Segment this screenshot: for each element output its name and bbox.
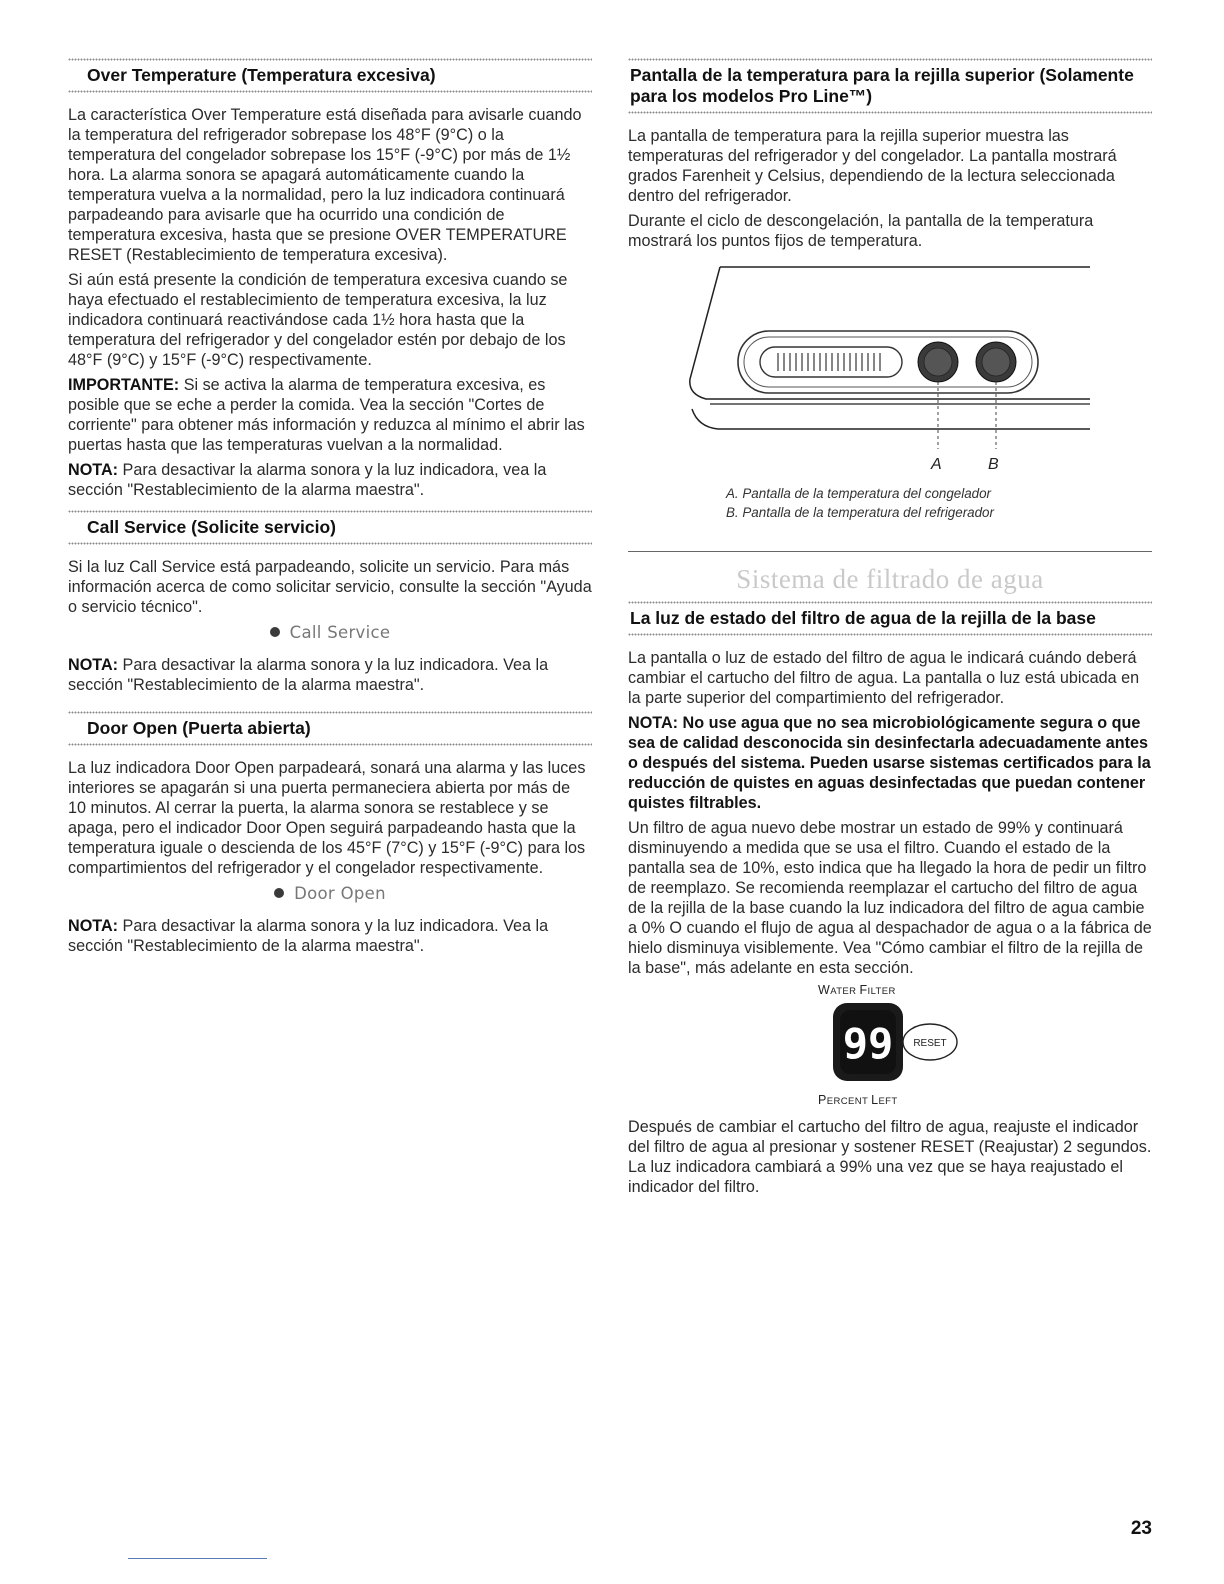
percent-left-label: PERCENT LEFT bbox=[818, 1093, 898, 1107]
dotted-rule bbox=[68, 90, 592, 93]
dotted-rule bbox=[68, 58, 592, 61]
dotted-rule bbox=[68, 510, 592, 513]
door-open-paragraph: La luz indicadora Door Open parpadeará, sonará una alarma y las luces interiores se apagarán si una puerta permaneciera abierta por más de 10 minutos. Al cerrar la puerta, la alarma sonora se restablece y se apaga, pero el indicador Door Open seguirá parpadeando hasta que la temperatura iguale o descienda de los 45°F (7°C) y 15°F (-9°C) para los compartimientos del refrigerador y el congelador respectivamente. bbox=[68, 759, 586, 877]
top-grille-diagram bbox=[628, 259, 1152, 529]
top-grille-paragraph-2: Durante el ciclo de descongelación, la pantalla de la temperatura mostrará los puntos fijos de temperatura. bbox=[628, 212, 1094, 250]
over-temperature-heading: Over Temperature (Temperatura excesiva) bbox=[87, 65, 436, 85]
top-grille-illustration bbox=[628, 259, 1152, 479]
right-column bbox=[628, 58, 1152, 1202]
door-open-note bbox=[68, 916, 592, 956]
dotted-rule bbox=[68, 743, 592, 746]
over-temperature-heading-block bbox=[68, 58, 592, 93]
note-label: NOTA: bbox=[68, 461, 119, 479]
base-grille-paragraph-3: Después de cambiar el cartucho del filtro de agua, reajuste el indicador del filtro de agua al presionar y sostener RESET (Reajustar) 2 segundos. La luz indicadora cambiará a 99% una vez que se haya reajustado el indicador del filtro. bbox=[628, 1118, 1152, 1196]
water-filter-display-illustration bbox=[628, 1001, 1152, 1101]
over-temperature-paragraph-2: Si aún está presente la condición de temperatura excesiva cuando se haya efectuado el restablecimiento de temperatura excesiva, la luz indicadora continuará reactivándose cada 1½ hora hasta que la temperatura del refrigerador y del congelador estén por debajo de los 48°F (9°C) y 15°F (-9°C) respectivamente. bbox=[68, 271, 568, 369]
water-filter-percent-display: 99 bbox=[842, 1019, 894, 1068]
note-text: Para desactivar la alarma sonora y la luz indicadora. Vea la sección "Restablecimiento de la alarma maestra". bbox=[68, 917, 549, 955]
base-grille-heading-block bbox=[628, 601, 1152, 636]
dotted-rule bbox=[628, 633, 1152, 636]
top-grille-heading-block bbox=[628, 58, 1152, 114]
dotted-rule bbox=[68, 542, 592, 545]
call-service-heading: Call Service (Solicite servicio) bbox=[87, 517, 337, 537]
note-text: Para desactivar la alarma sonora y la luz indicadora, vea la sección "Restablecimiento de la alarma maestra". bbox=[68, 461, 547, 499]
dotted-rule bbox=[628, 601, 1152, 604]
note-label: NOTA: bbox=[68, 656, 119, 674]
dotted-rule bbox=[68, 711, 592, 714]
door-open-indicator bbox=[68, 884, 592, 906]
over-temperature-important bbox=[68, 375, 592, 455]
label-b: B bbox=[988, 456, 999, 473]
call-service-note bbox=[68, 655, 592, 695]
over-temperature-paragraph-1: La característica Over Temperature está diseñada para avisarle cuando la temperatura del refrigerador sobrepase los 48°F (9°C) o la temperatura del congelador sobrepase los 15°F (-9°C) por más de 1½ hora. La alarma sonora se apagará automáticamente cuando la temperatura vuelva a la normalidad, pero la luz indicadora continuará parpadeando para avisarle que ha ocurrido una condición de temperatura excesiva, hasta que se presione OVER TEMPERATURE RESET (Restablecimiento de temperatura excesiva). bbox=[68, 106, 582, 264]
water-filter-reset-label: RESET bbox=[913, 1038, 947, 1049]
water-filter-label: WATER FILTER bbox=[818, 983, 896, 997]
indicator-light-icon bbox=[274, 888, 284, 898]
water-filter-status-panel bbox=[628, 983, 1152, 1113]
note-text: Para desactivar la alarma sonora y la luz indicadora. Vea la sección "Restablecimiento de la alarma maestra". bbox=[68, 656, 549, 694]
call-service-indicator-label: Call Service bbox=[289, 623, 391, 642]
caption-b: B. Pantalla de la temperatura del refrigerador bbox=[726, 505, 994, 520]
dotted-rule bbox=[628, 111, 1152, 114]
note-label: NOTA: bbox=[68, 917, 119, 935]
top-grille-heading: Pantalla de la temperatura para la rejilla superior (Solamente para los modelos Pro Line™) bbox=[630, 65, 1134, 106]
page-number: 23 bbox=[1130, 1518, 1152, 1539]
door-open-indicator-label: Door Open bbox=[294, 884, 386, 903]
call-service-heading-block bbox=[68, 510, 592, 545]
footer-line bbox=[128, 1558, 267, 1559]
important-text: Si se activa la alarma de temperatura excesiva, es posible que se eche a perder la comida. Vea la sección "Cortes de corriente" para obtener más información y reduzca al mínimo el abrir las puertas hasta que las temperaturas vuelvan a la normalidad. bbox=[68, 376, 585, 454]
base-grille-warning-note: NOTA: No use agua que no sea microbiológicamente segura o que sea de calidad desconocida sin desinfectarla adecuadamente antes o después del sistema. Pueden usarse sistemas certificados para la reducción de quistes en aguas desinfectadas que puedan contener quistes filtrables. bbox=[628, 714, 1151, 812]
door-open-heading: Door Open (Puerta abierta) bbox=[87, 718, 311, 738]
top-grille-paragraph-1: La pantalla de temperatura para la rejilla superior muestra las temperaturas del refrigerador y del congelador. La pantalla mostrará grados Farenheit y Celsius, dependiendo de la lectura seleccionada dentro del refrigerador. bbox=[628, 127, 1117, 205]
base-grille-paragraph-1: La pantalla o luz de estado del filtro de agua le indicará cuándo deberá cambiar el cartucho del filtro de agua. La pantalla o luz está ubicada en la parte superior del compartimiento del refrigerador. bbox=[628, 649, 1140, 707]
left-column bbox=[68, 58, 592, 961]
call-service-indicator bbox=[68, 623, 592, 645]
important-label: IMPORTANTE: bbox=[68, 376, 180, 394]
base-grille-heading: La luz de estado del filtro de agua de la rejilla de la base bbox=[630, 608, 1096, 628]
caption-a: A. Pantalla de la temperatura del congelador bbox=[726, 486, 992, 501]
door-open-heading-block bbox=[68, 711, 592, 746]
indicator-light-icon bbox=[270, 627, 280, 637]
call-service-paragraph: Si la luz Call Service está parpadeando, solicite un servicio. Para más información acerca de como solicitar servicio, consulte la sección "Ayuda o servicio técnico". bbox=[68, 558, 592, 616]
section-divider bbox=[628, 551, 1152, 552]
base-grille-paragraph-2: Un filtro de agua nuevo debe mostrar un estado de 99% y continuará disminuyendo a medida que se usa el filtro. Cuando el estado de la pantalla sea de 10%, esto indica que ha llegado la hora de pedir un filtro de reemplazo. Se recomienda reemplazar el cartucho del filtro de agua de la rejilla de la base cuando la luz indicadora del filtro de agua cambie a 0% O cuando el flujo de agua al despachador de agua o a la fábrica de hielo disminuya visiblemente. Vea "Cómo cambiar el filtro de la rejilla de la base", más adelante en esta sección. bbox=[628, 819, 1152, 977]
over-temperature-note bbox=[68, 460, 592, 500]
label-a: A bbox=[931, 456, 942, 473]
water-filter-section-title: Sistema de filtrado de agua bbox=[736, 564, 1044, 594]
dotted-rule bbox=[628, 58, 1152, 61]
